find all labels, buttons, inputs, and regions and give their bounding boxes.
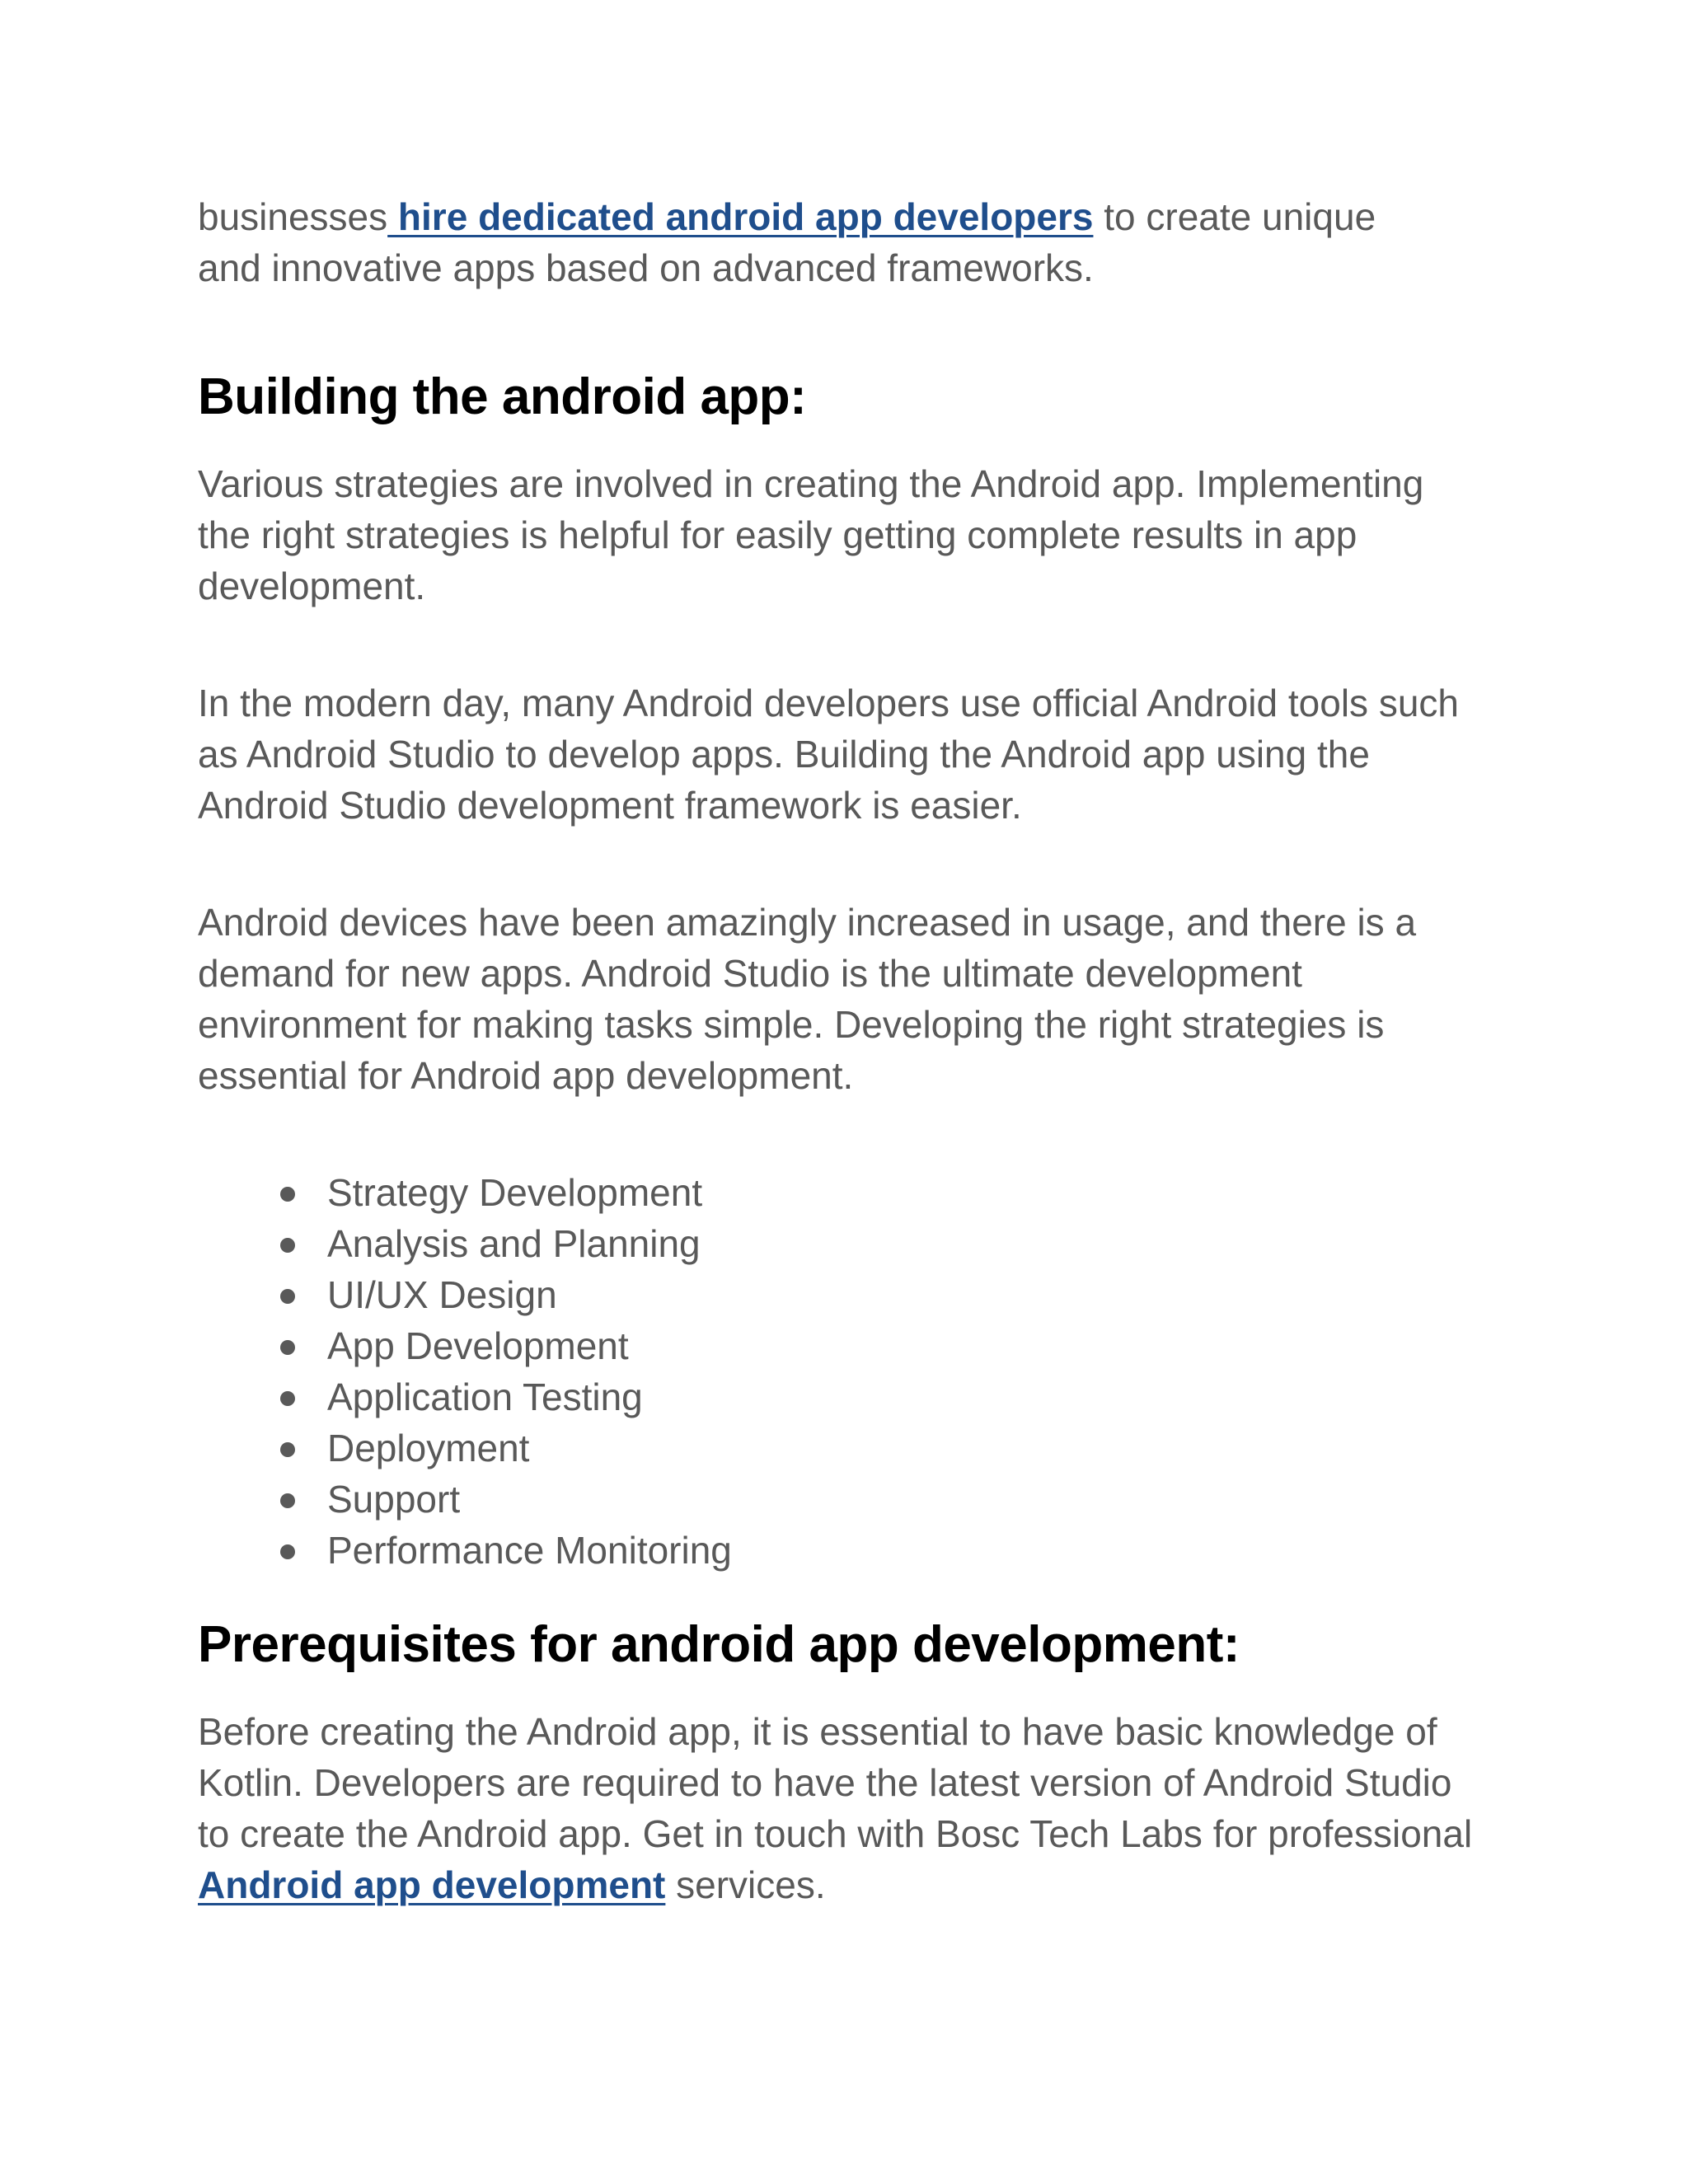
intro-prefix: businesses bbox=[198, 195, 388, 238]
list-item: Performance Monitoring bbox=[198, 1525, 1517, 1576]
bullet-dot-icon bbox=[280, 1289, 295, 1304]
bullet-dot-icon bbox=[280, 1442, 295, 1457]
paragraph-android-devices: Android devices have been amazingly increased in usage, and there is a demand for new apps. Android Studio is the ultimate development environment for making tasks simple. Developing the right strategies is essential for Android app development. bbox=[198, 901, 1417, 1097]
section-heading-prerequisites: Prerequisites for android app development: bbox=[198, 1616, 1240, 1673]
list-item: Analysis and Planning bbox=[198, 1218, 1517, 1269]
hire-developers-link[interactable]: hire dedicated android app developers bbox=[387, 195, 1094, 238]
bullet-dot-icon bbox=[280, 1391, 295, 1406]
paragraph-strategies: Various strategies are involved in creating the Android app. Implementing the right strategies is helpful for easily getting complete results in app development. bbox=[198, 462, 1424, 607]
paragraph-android-studio: In the modern day, many Android developers use official Android tools such as Android Studio to develop apps. Building the Android app using the Android Studio development framework is easier. bbox=[198, 682, 1459, 827]
list-item: Support bbox=[198, 1474, 1517, 1525]
intro-paragraph bbox=[198, 191, 1401, 293]
list-item: Strategy Development bbox=[198, 1167, 1517, 1218]
steps-list bbox=[198, 1167, 1517, 1576]
list-item: Deployment bbox=[198, 1422, 1517, 1474]
paragraph-prerequisites bbox=[198, 1706, 1484, 1910]
android-app-development-link[interactable]: Android app development bbox=[198, 1863, 666, 1906]
prerequisites-text: Before creating the Android app, it is essential to have basic knowledge of Kotlin. Developers are required to have the latest version of Android Studio to create the Android app. Get in touch with Bosc Tech Labs for professional bbox=[198, 1710, 1473, 1855]
bullet-dot-icon bbox=[280, 1544, 295, 1559]
prerequisites-suffix: services. bbox=[665, 1863, 826, 1906]
list-item: Application Testing bbox=[198, 1371, 1517, 1422]
bullet-dot-icon bbox=[280, 1493, 295, 1508]
section-heading-building: Building the android app: bbox=[198, 368, 807, 425]
list-item: UI/UX Design bbox=[198, 1269, 1517, 1320]
document-page bbox=[198, 191, 1517, 1910]
bullet-dot-icon bbox=[280, 1238, 295, 1253]
bullet-dot-icon bbox=[280, 1187, 295, 1202]
list-item: App Development bbox=[198, 1320, 1517, 1371]
intro-suffix: to create unique and innovative apps based on advanced frameworks. bbox=[198, 195, 1376, 289]
bullet-dot-icon bbox=[280, 1340, 295, 1355]
